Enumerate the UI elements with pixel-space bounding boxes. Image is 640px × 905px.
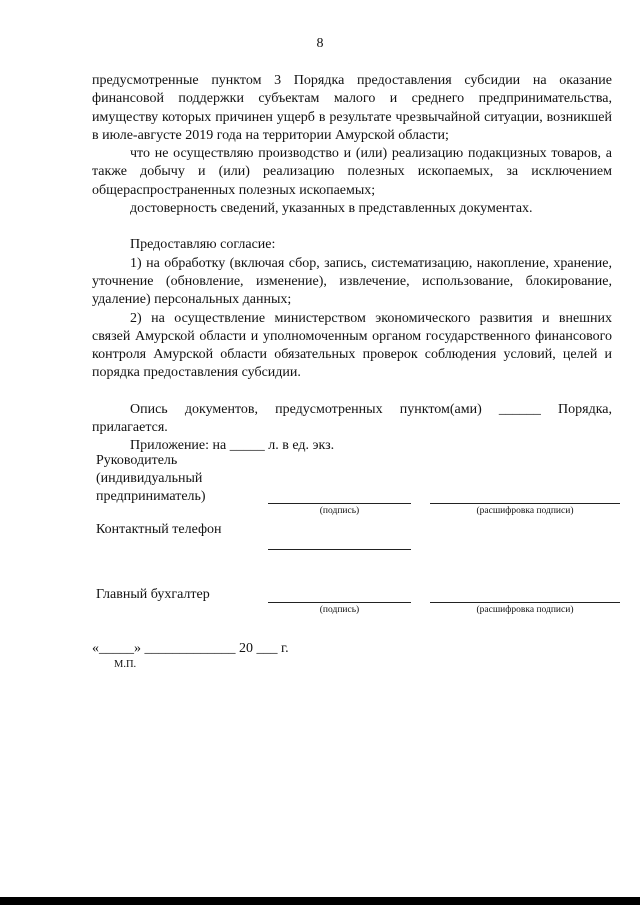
phone-label: Контактный телефон [96,522,222,537]
paragraph-consent-1: 1) на обработку (включая сбор, запись, систематизацию, накопление, хранение, уточнение (обновление, изменение), извлечение, использование, блокирование, удаление) персональных данных; [92,255,612,308]
page-number: 8 [316,36,324,51]
document-body [92,72,612,456]
accountant-decoding-caption: (расшифровка подписи) [476,605,574,615]
paragraph-3: достоверность сведений, указанных в представленных документах. [130,201,533,217]
accountant-label: Главный бухгалтер [96,587,210,602]
paragraph-inventory: Опись документов, предусмотренных пунктом(ами) ______ Порядка, прилагается. [92,401,612,436]
paragraph-1: предусмотренные пунктом 3 Порядка предоставления субсидии на оказание финансовой поддержки субъектам малого и среднего предпринимательства, имуществу которых причинен ущерб в результате чрезвычайной ситуации, возникшей в июле-августе 2019 года на территории Амурской области; [92,73,612,143]
accountant-signature-line [268,602,411,603]
accountant-signature-caption: (подпись) [319,605,360,615]
paragraph-appendix: Приложение: на _____ л. в ед. экз. [130,438,335,454]
paragraph-2: что не осуществляю производство и (или) реализацию подакцизных товаров, а также добычу и (или) реализацию полезных ископаемых, за исключением общераспространенных полезных ископаемых; [92,146,612,198]
phone-line [268,549,411,550]
stamp-place: М.П. [114,659,137,670]
paragraph-consent-heading: Предоставляю согласие: [130,237,276,253]
head-label: Руководитель (индивидуальный предприниматель) [96,453,206,504]
date-line: «_____» _____________ 20 ___ г. [92,641,289,656]
accountant-decoding-line [430,602,620,603]
head-decoding-caption: (расшифровка подписи) [476,506,574,516]
head-signature-line [268,503,411,504]
head-decoding-line [430,503,620,504]
scan-edge-bar [0,897,640,905]
head-signature-caption: (подпись) [319,506,360,516]
paragraph-consent-2: 2) на осуществление министерством экономического развития и внешних связей Амурской области и уполномоченным органом государственного финансового контроля Амурской области обязательных проверок соблюдения условий, целей и порядка предоставления субсидии. [92,310,612,381]
